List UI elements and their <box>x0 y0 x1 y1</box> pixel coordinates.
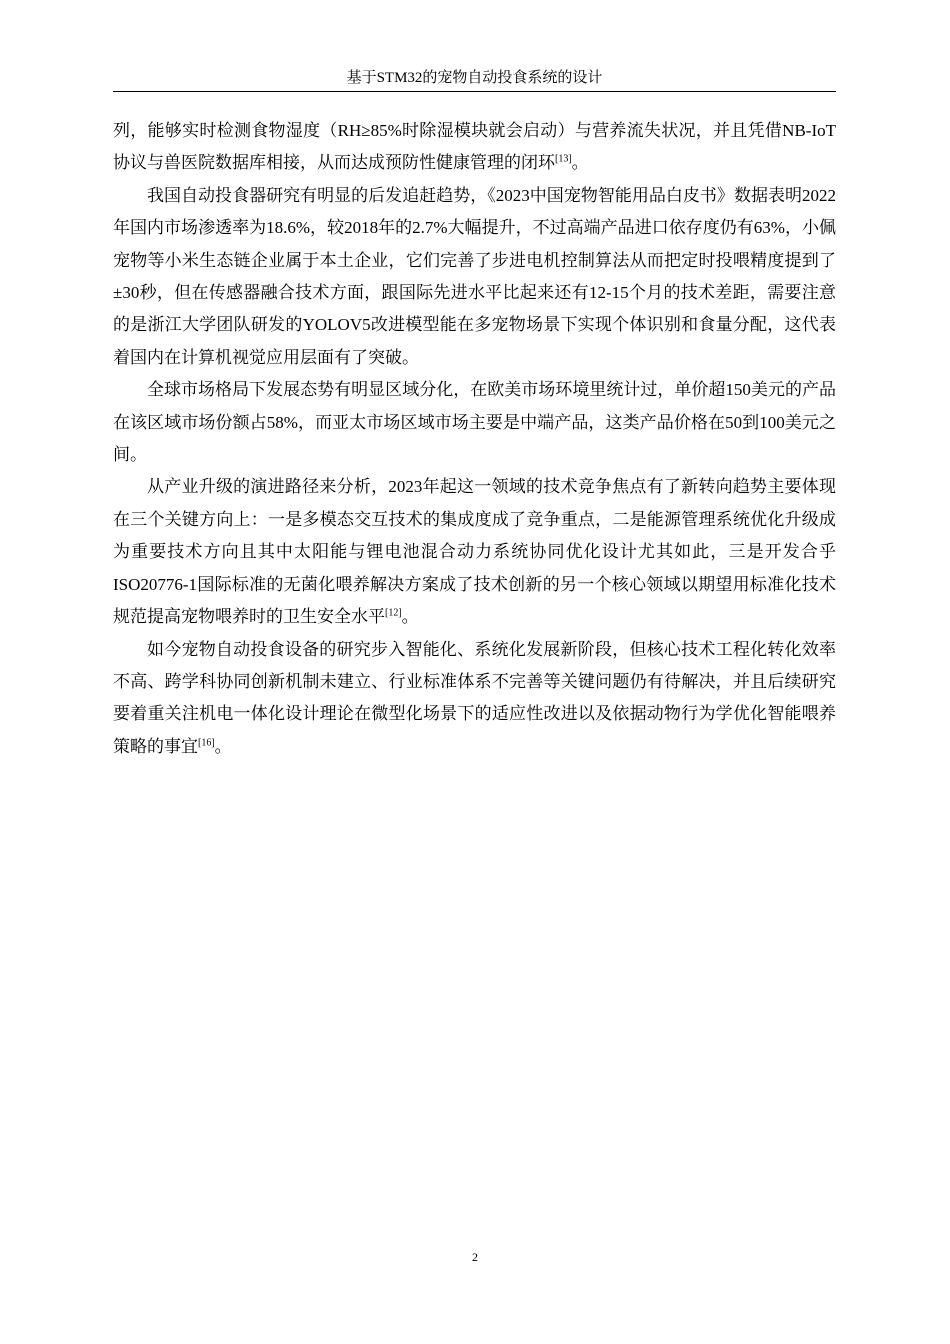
paragraph-text: 从产业升级的演进路径来分析，2023年起这一领域的技术竞争焦点有了新转向趋势主要体现在三个关键方向上：一是多模态交互技术的集成度成了竞争重点，二是能源管理系统优化升级成为重要技术方向且其中太阳能与锂电池混合动力系统协同优化设计尤其如此，三是开发合乎ISO20776-1国际标准的无菌化喂养解决方案成了技术创新的另一个核心领域以期望用标准化技术规范提高宠物喂养时的卫生安全水平 <box>113 477 836 627</box>
paragraph-tail: 。 <box>214 736 232 756</box>
paragraph-domestic-research <box>113 180 836 374</box>
document-body <box>113 115 836 763</box>
paragraph-industry-upgrade <box>113 471 836 633</box>
citation-reference: [13] <box>555 153 572 165</box>
page-number: 2 <box>472 1250 478 1264</box>
citation-reference: [16] <box>198 737 215 749</box>
citation-reference: [12] <box>385 607 402 619</box>
paragraph-text: 我国自动投食器研究有明显的后发追赶趋势，《2023中国宠物智能用品白皮书》数据表明2022年国内市场渗透率为18.6%，较2018年的2.7%大幅提升，不过高端产品进口依存度仍有63%，小佩宠物等小米生态链企业属于本土企业，它们完善了步进电机控制算法从而把定时投喂精度提到了±30秒，但在传感器融合技术方面，跟国际先进水平比起来还有12-15个月的技术差距，需要注意的是浙江大学团队研发的YOLOV5改进模型能在多宠物场景下实现个体识别和食量分配，这代表着国内在计算机视觉应用层面有了突破。 <box>113 185 836 367</box>
paragraph-tail: 。 <box>401 607 419 627</box>
header-title: 基于STM32的宠物自动投食系统的设计 <box>346 70 603 86</box>
paragraph-summary <box>113 634 836 764</box>
paragraph-text: 全球市场格局下发展态势有明显区域分化，在欧美市场环境里统计过，单价超150美元的产品在该区域市场份额占58%，而亚太市场区域市场主要是中端产品，这类产品价格在50到100美元之间。 <box>113 380 836 465</box>
paragraph-text: 如今宠物自动投食设备的研究步入智能化、系统化发展新阶段，但核心技术工程化转化效率不高、跨学科协同创新机制未建立、行业标准体系不完善等关键问题仍有待解决，并且后续研究要着重关注机电一体化设计理论在微型化场景下的适应性改进以及依据动物行为学优化智能喂养策略的事宜 <box>113 639 836 756</box>
paragraph-global-market <box>113 374 836 471</box>
paragraph-text: 列，能够实时检测食物湿度（RH≥85%时除湿模块就会启动）与营养流失状况，并且凭借NB-IoT协议与兽医院数据库相接，从而达成预防性健康管理的闭环 <box>113 121 836 173</box>
paragraph-continuation <box>113 115 836 180</box>
paragraph-tail: 。 <box>571 153 589 173</box>
page-header <box>113 67 836 92</box>
